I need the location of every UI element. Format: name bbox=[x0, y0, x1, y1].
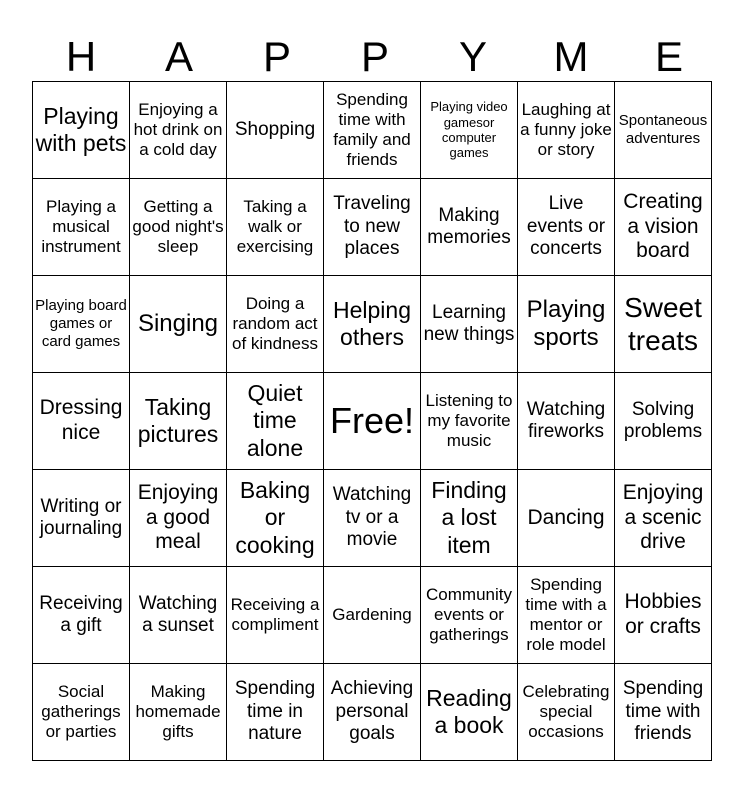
bingo-cell: Spending time in nature bbox=[227, 664, 324, 761]
bingo-header bbox=[32, 32, 718, 82]
bingo-cell: Watching a sunset bbox=[130, 567, 227, 664]
header-letter-y: Y bbox=[458, 33, 487, 80]
bingo-grid bbox=[32, 81, 712, 761]
bingo-cell: Taking pictures bbox=[130, 373, 227, 470]
bingo-cell: Enjoying a hot drink on a cold day bbox=[130, 82, 227, 179]
bingo-cell: Gardening bbox=[324, 567, 421, 664]
bingo-cell: Receiving a gift bbox=[33, 567, 130, 664]
bingo-cell: Playing with pets bbox=[33, 82, 130, 179]
header-letter-p: P bbox=[262, 33, 291, 80]
bingo-cell: Making memories bbox=[421, 179, 518, 276]
bingo-cell: Playing video gamesor computer games bbox=[421, 82, 518, 179]
grid-row bbox=[33, 82, 712, 179]
bingo-cell: Achieving personal goals bbox=[324, 664, 421, 761]
header-letter-a: A bbox=[164, 33, 193, 80]
bingo-cell: Dressing nice bbox=[33, 373, 130, 470]
bingo-cell: Singing bbox=[130, 276, 227, 373]
bingo-cell: Enjoying a scenic drive bbox=[615, 470, 712, 567]
header-letter-e: E bbox=[654, 33, 683, 80]
bingo-cell: Baking or cooking bbox=[227, 470, 324, 567]
bingo-cell: Celebrating special occasions bbox=[518, 664, 615, 761]
header-letter-m: M bbox=[553, 33, 589, 80]
bingo-cell: Community events or gatherings bbox=[421, 567, 518, 664]
bingo-cell: Writing or journaling bbox=[33, 470, 130, 567]
bingo-cell: Spending time with family and friends bbox=[324, 82, 421, 179]
bingo-cell: Quiet time alone bbox=[227, 373, 324, 470]
bingo-cell: Dancing bbox=[518, 470, 615, 567]
bingo-cell: Playing a musical instrument bbox=[33, 179, 130, 276]
bingo-cell: Helping others bbox=[324, 276, 421, 373]
header-letter-p-2: P bbox=[360, 33, 389, 80]
bingo-cell: Playing board games or card games bbox=[33, 276, 130, 373]
bingo-cell: Enjoying a good meal bbox=[130, 470, 227, 567]
bingo-cell: Getting a good night's sleep bbox=[130, 179, 227, 276]
bingo-cell: Taking a walk or exercising bbox=[227, 179, 324, 276]
bingo-cell: Making homemade gifts bbox=[130, 664, 227, 761]
bingo-cell: Sweet treats bbox=[615, 276, 712, 373]
bingo-cell: Hobbies or crafts bbox=[615, 567, 712, 664]
bingo-cell: Watching fireworks bbox=[518, 373, 615, 470]
bingo-cell: Spontaneous adventures bbox=[615, 82, 712, 179]
grid-row bbox=[33, 373, 712, 470]
grid-row bbox=[33, 567, 712, 664]
bingo-cell: Shopping bbox=[227, 82, 324, 179]
bingo-cell: Reading a book bbox=[421, 664, 518, 761]
bingo-cell: Watching tv or a movie bbox=[324, 470, 421, 567]
bingo-cell: Learning new things bbox=[421, 276, 518, 373]
bingo-cell: Spending time with friends bbox=[615, 664, 712, 761]
header-letter-h: H bbox=[65, 33, 97, 80]
bingo-cell: Playing sports bbox=[518, 276, 615, 373]
bingo-cell: Social gatherings or parties bbox=[33, 664, 130, 761]
free-space: Free! bbox=[324, 373, 421, 470]
grid-row bbox=[33, 179, 712, 276]
bingo-cell: Creating a vision board bbox=[615, 179, 712, 276]
bingo-cell: Receiving a compliment bbox=[227, 567, 324, 664]
bingo-cell: Live events or concerts bbox=[518, 179, 615, 276]
bingo-cell: Traveling to new places bbox=[324, 179, 421, 276]
bingo-cell: Finding a lost item bbox=[421, 470, 518, 567]
bingo-cell: Listening to my favorite music bbox=[421, 373, 518, 470]
grid-row bbox=[33, 276, 712, 373]
grid-row bbox=[33, 470, 712, 567]
bingo-cell: Doing a random act of kindness bbox=[227, 276, 324, 373]
bingo-cell: Solving problems bbox=[615, 373, 712, 470]
bingo-cell: Spending time with a mentor or role model bbox=[518, 567, 615, 664]
bingo-cell: Laughing at a funny joke or story bbox=[518, 82, 615, 179]
grid-row bbox=[33, 664, 712, 761]
